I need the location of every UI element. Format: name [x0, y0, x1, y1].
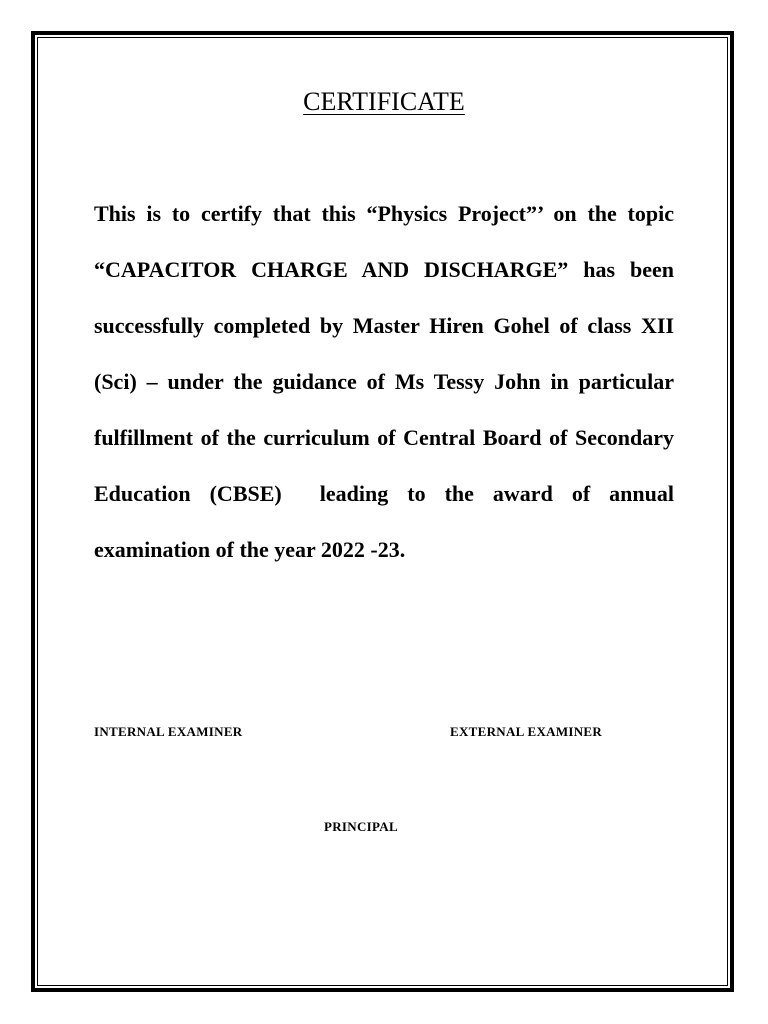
external-examiner-label: EXTERNAL EXAMINER: [450, 724, 603, 739]
internal-examiner-label: INTERNAL EXAMINER: [94, 724, 243, 739]
certificate-body: This is to certify that this “Physics Project”’ on the topic “CAPACITOR CHARGE AND DISCHARGE” has been successfully completed by Master Hiren Gohel of class XII (Sci) – under the guidance of Ms Tessy John in particular fulfillment of the curriculum of Central Board of Secondary Education (CBSE) leading to the award of annual examination of the year 2022 -23.: [94, 201, 680, 562]
certificate-title: CERTIFICATE: [303, 87, 465, 116]
principal-label: PRINCIPAL: [324, 819, 398, 834]
